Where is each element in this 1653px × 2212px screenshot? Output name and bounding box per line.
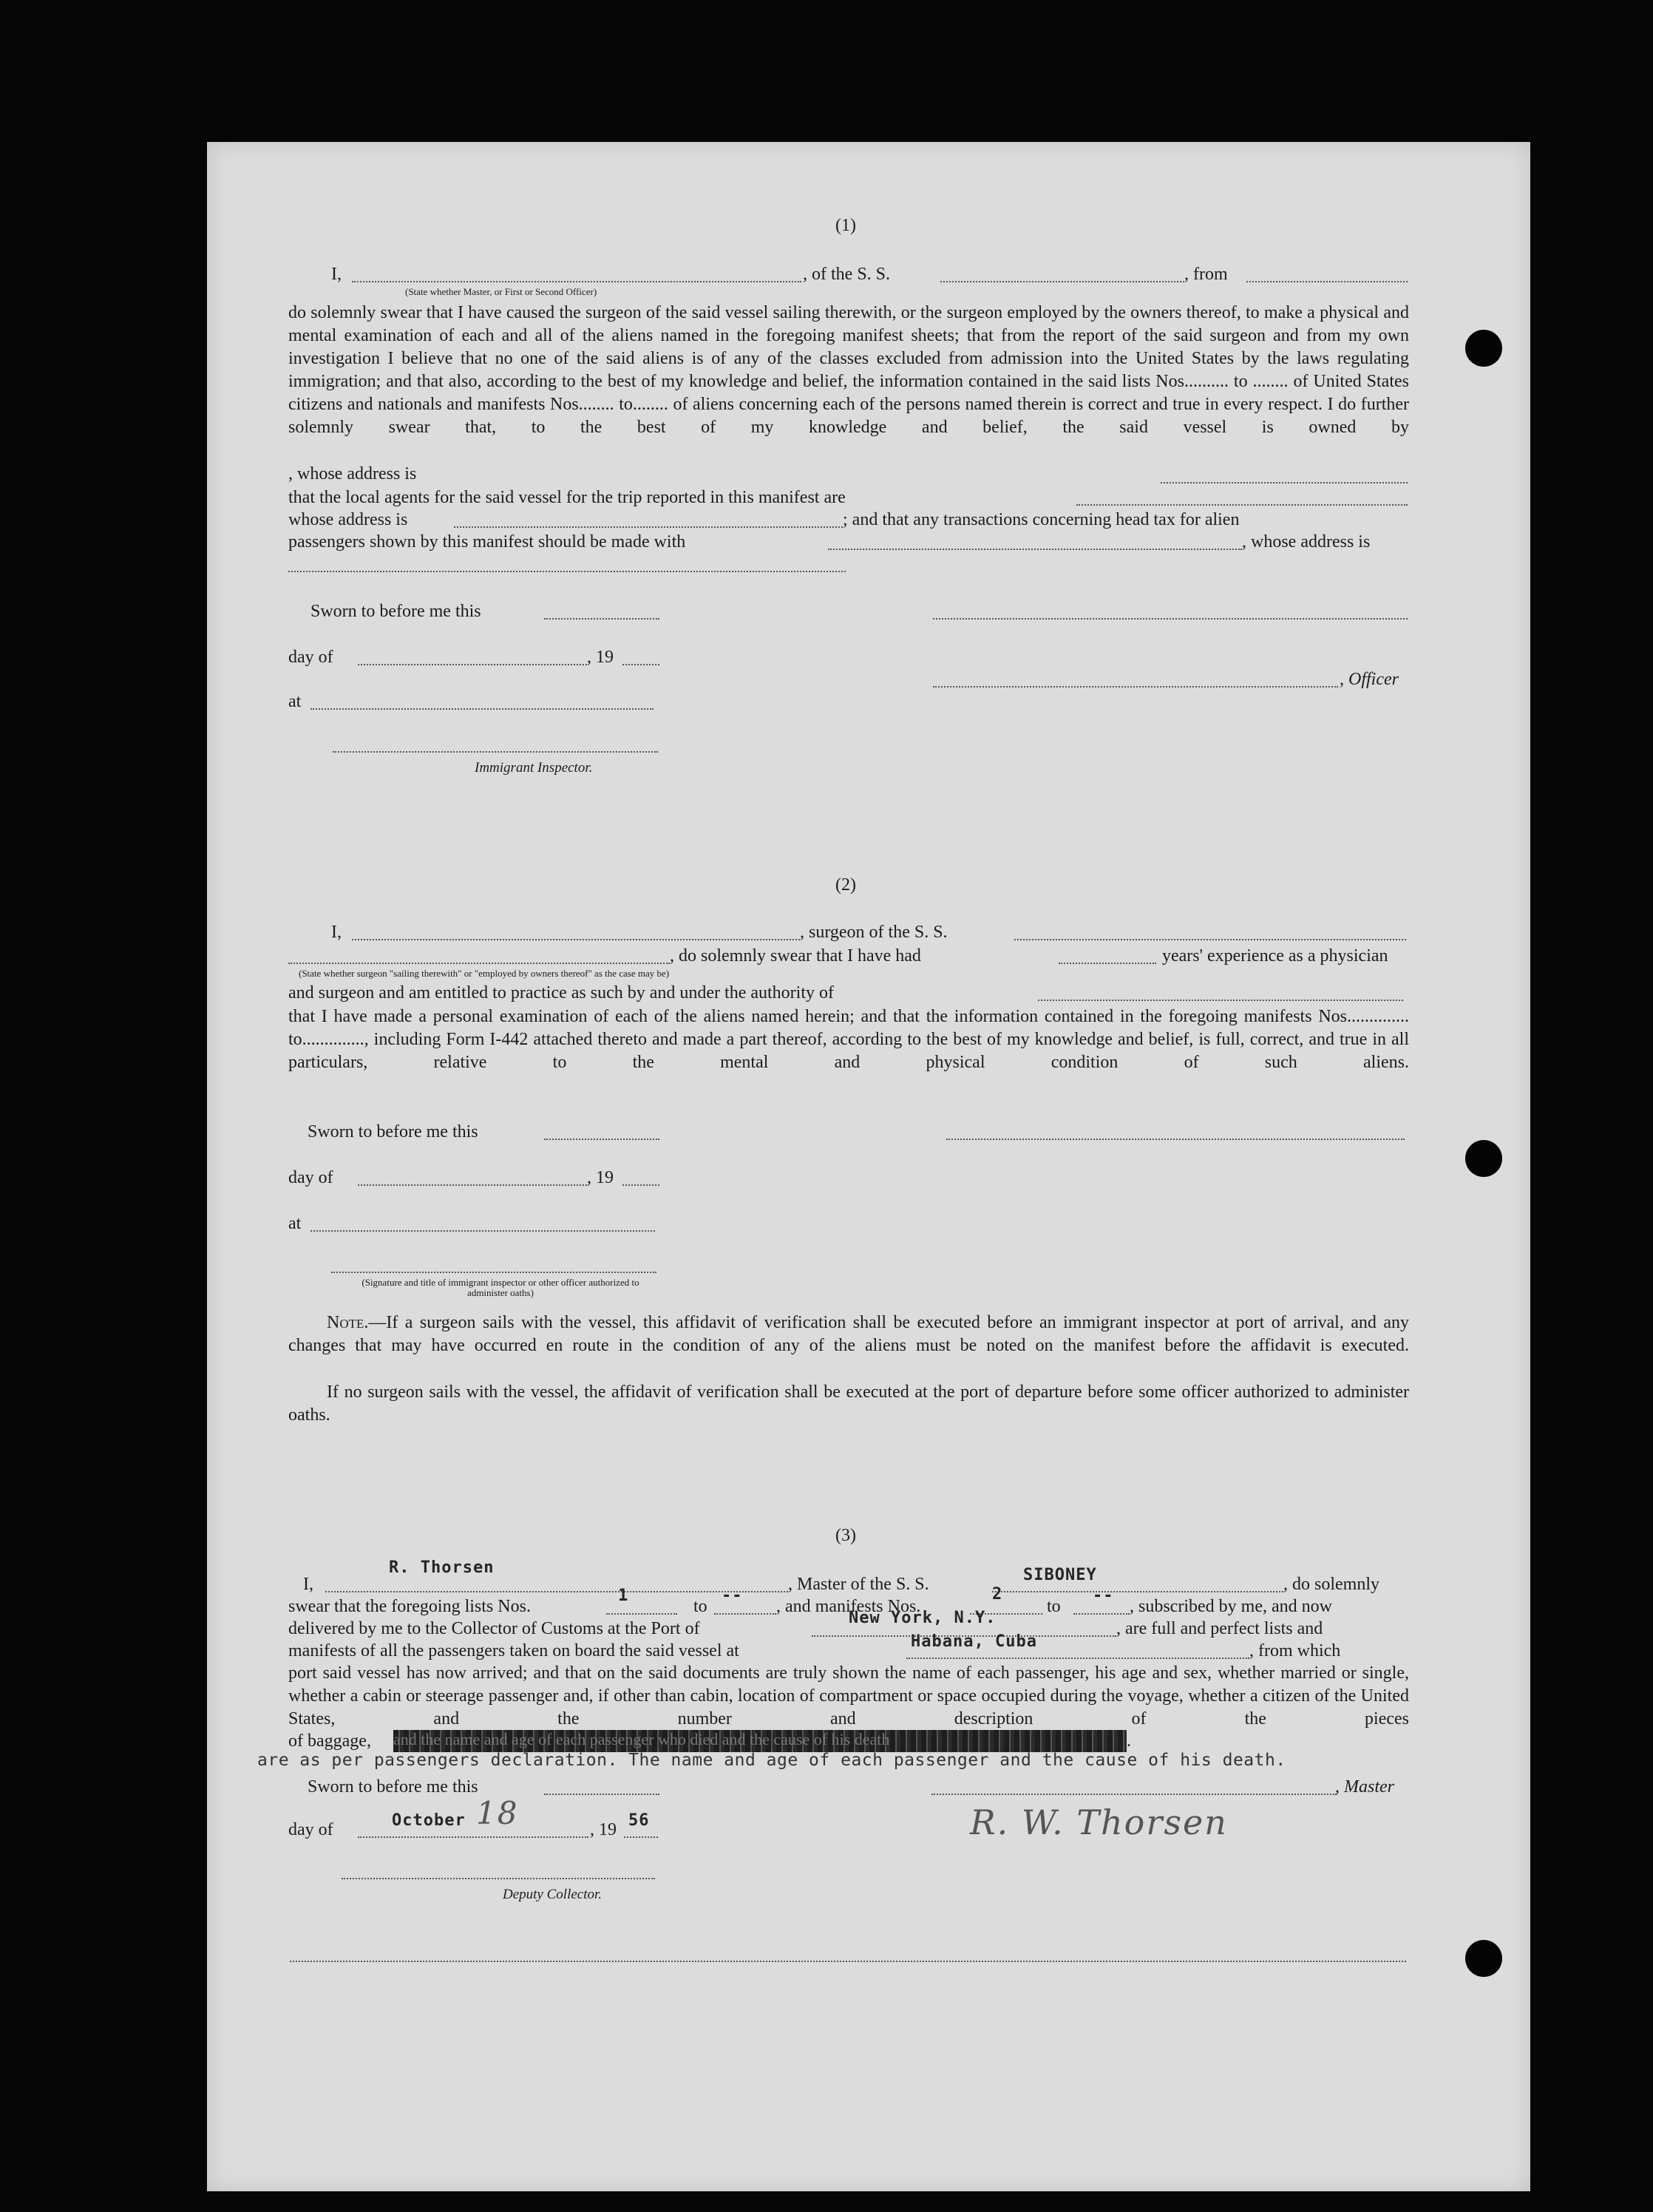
inspector-signature-line[interactable] bbox=[333, 751, 658, 753]
at-line-2[interactable] bbox=[310, 1230, 655, 1232]
day-of-line-2[interactable] bbox=[358, 1184, 587, 1186]
do-solemnly-label: , do solemnly bbox=[1283, 1575, 1379, 1594]
master-signature: R. W. Thorsen bbox=[970, 1802, 1228, 1842]
master-of-label: , Master of the S. S. bbox=[788, 1575, 929, 1594]
officer-signature-line-2[interactable] bbox=[946, 1139, 1405, 1140]
sworn-date-line-2[interactable] bbox=[544, 1139, 659, 1140]
year-prefix-label: , 19 bbox=[590, 1820, 617, 1839]
local-agents-label: that the local agents for the said vessel for the trip reported in this manifest are bbox=[288, 488, 846, 507]
years-experience-label: years' experience as a physician bbox=[1162, 946, 1388, 966]
taken-on-board-label: manifests of all the passengers taken on board the said vessel at bbox=[288, 1641, 739, 1660]
ship-line bbox=[992, 1591, 1283, 1592]
punch-hole bbox=[1465, 1140, 1502, 1177]
day-of-label-2: day of bbox=[288, 1168, 333, 1187]
oath-i-label: I, bbox=[331, 265, 342, 284]
oath-officer-signature-line[interactable] bbox=[331, 1272, 656, 1273]
passengers-shown-text: passengers shown by this manifest should be made with bbox=[288, 532, 686, 552]
departure-port-value[interactable]: Habana, Cuba bbox=[911, 1632, 1037, 1651]
port-value[interactable]: New York, N.Y. bbox=[849, 1609, 997, 1627]
agent-address-line[interactable] bbox=[454, 526, 843, 528]
month-value[interactable]: October bbox=[392, 1811, 466, 1830]
manifests-nos-label: , and manifests Nos. bbox=[776, 1597, 921, 1616]
manifest-back-page bbox=[207, 142, 1530, 2191]
year-value[interactable]: 56 bbox=[628, 1811, 650, 1830]
head-tax-address-line[interactable] bbox=[288, 571, 846, 572]
day-of-label-1: day of bbox=[288, 648, 333, 667]
manifests-to-value[interactable]: -- bbox=[1093, 1587, 1114, 1605]
ship-value[interactable]: SIBONEY bbox=[1023, 1566, 1097, 1584]
deputy-caption: Deputy Collector. bbox=[503, 1887, 603, 1902]
from-label: , from bbox=[1184, 265, 1228, 284]
whose-address-label: , whose address is bbox=[288, 464, 417, 484]
surgeon-i-label: I, bbox=[331, 923, 342, 942]
redact-period: . bbox=[1127, 1731, 1131, 1751]
master-name-value[interactable]: R. Thorsen bbox=[389, 1558, 495, 1577]
full-perfect-label: , are full and perfect lists and bbox=[1116, 1619, 1323, 1638]
port-label: delivered by me to the Collector of Customs at the Port of bbox=[288, 1619, 700, 1638]
officer-line-1[interactable] bbox=[933, 686, 1338, 688]
note-label: Note. bbox=[327, 1313, 369, 1332]
authority-label: and surgeon and am entitled to practice as such by and under the authority of bbox=[288, 983, 834, 1002]
note-paragraph bbox=[288, 1312, 1409, 1357]
of-ss-label: , of the S. S. bbox=[803, 265, 891, 284]
from-which-label: , from which bbox=[1249, 1641, 1341, 1660]
year-line-3 bbox=[624, 1836, 658, 1838]
deputy-signature-line[interactable] bbox=[342, 1878, 655, 1879]
master-name-line bbox=[325, 1591, 788, 1592]
subscribed-label: , subscribed by me, and now bbox=[1130, 1597, 1332, 1616]
section-1-number: (1) bbox=[835, 216, 856, 235]
sworn-label-2: Sworn to before me this bbox=[308, 1122, 478, 1141]
officer-label: , Officer bbox=[1340, 670, 1399, 689]
day-of-line-3 bbox=[358, 1836, 588, 1838]
section-1-oath-text: do solemnly swear that I have caused the surgeon of the said vessel sailing therewith, or the surgeon employed by the owners thereof, to make a physical and mental examination of each and all of the aliens named in the foregoing manifest sheets; that from the report of the said surgeon and from my own investigation I believe that no one of the said aliens is of any of the classes excluded from admission into the United States by the laws regulating immigration; and that also, according to the best of my knowledge and belief, the information contained in the said lists Nos.......... to ........ of United States citizens and nationals and manifests Nos........ to........ of aliens concerning each of the persons named therein is correct and true in every respect. I do further solemnly swear that, to the best of my knowledge and belief, the said vessel is owned by bbox=[288, 303, 1409, 437]
lists-from-line bbox=[606, 1613, 677, 1615]
typed-addition: are as per passengers declaration. The name and age of each passenger and the cause of his death. bbox=[257, 1751, 1286, 1770]
at-label-2: at bbox=[288, 1214, 302, 1233]
punch-hole bbox=[1465, 1940, 1502, 1977]
signature-caption: (Signature and title of immigrant inspector or other officer authorized to administer oaths) bbox=[362, 1277, 639, 1298]
at-label-1: at bbox=[288, 692, 302, 711]
lists-to-value[interactable]: -- bbox=[722, 1587, 743, 1605]
year-line-1[interactable] bbox=[622, 664, 659, 665]
surgeon-state-caption: (State whether surgeon "sailing therewith" or "employed by owners thereof" as the case may be) bbox=[299, 968, 670, 979]
head-tax-party-line[interactable] bbox=[828, 549, 1242, 550]
departure-port-line bbox=[906, 1658, 1249, 1659]
section-3-oath-text: port said vessel has now arrived; and that on the said documents are truly shown the name of each passenger, his age and sex, whether married or single, whether a cabin or steerage passenger and, if other than cabin, location of compartment or space occupied during the voyage, whether a citizen of the United States, and the number and description of the pieces bbox=[288, 1663, 1409, 1728]
of-baggage-label: of baggage, bbox=[288, 1731, 371, 1751]
master-label: , Master bbox=[1335, 1777, 1394, 1797]
surgeon-name-line[interactable] bbox=[352, 939, 800, 940]
sworn-date-line-1[interactable] bbox=[544, 618, 659, 620]
sworn-label-1: Sworn to before me this bbox=[310, 602, 481, 621]
inspector-caption: Immigrant Inspector. bbox=[475, 760, 593, 776]
master-i-label: I, bbox=[303, 1575, 313, 1594]
whose-address-end-label: , whose address is bbox=[1242, 532, 1371, 552]
punch-hole bbox=[1465, 330, 1502, 367]
year-label-2: , 19 bbox=[587, 1168, 614, 1187]
master-signature-line[interactable] bbox=[931, 1794, 1337, 1795]
year-label-1: , 19 bbox=[587, 648, 614, 667]
at-line-1[interactable] bbox=[310, 708, 654, 710]
head-tax-text: ; and that any transactions concerning head tax for alien bbox=[843, 510, 1240, 529]
manifests-from-value[interactable]: 2 bbox=[992, 1585, 1003, 1604]
years-line[interactable] bbox=[1059, 963, 1156, 964]
authority-line[interactable] bbox=[1038, 1000, 1403, 1001]
note-2-paragraph: If no surgeon sails with the vessel, the affidavit of verification shall be executed at the port of departure before some officer authorized to administer oaths. bbox=[288, 1382, 1409, 1425]
solemnly-label: , do solemnly swear that I have had bbox=[670, 946, 921, 966]
section-2-number: (2) bbox=[835, 875, 856, 895]
lists-to-line bbox=[714, 1613, 776, 1615]
surgeon-of-label: , surgeon of the S. S. bbox=[800, 923, 948, 942]
agent-address-label: whose address is bbox=[288, 510, 408, 529]
redacted-text: and the name and age of each passenger who died and the cause of his death bbox=[393, 1730, 890, 1748]
redacted-strikeout bbox=[393, 1730, 1127, 1752]
manifests-to-line bbox=[1073, 1613, 1130, 1615]
bottom-rule bbox=[290, 1961, 1406, 1962]
manifests-to-label: to bbox=[1047, 1597, 1061, 1616]
section-2-oath-text: that I have made a personal examination of each of the aliens named herein; and that the information contained in the foregoing manifests Nos.............. to.............., including Form I-442 attached thereto and made a part thereof, according to the best of my knowledge and belief, is full, correct, and true in all particulars, relative to the mental and physical condition of such aliens. bbox=[288, 1007, 1409, 1072]
surgeon-ship-line[interactable] bbox=[1014, 939, 1406, 940]
lists-from-value[interactable]: 1 bbox=[618, 1587, 629, 1605]
lists-nos-label: swear that the foregoing lists Nos. bbox=[288, 1597, 531, 1616]
local-agents-line[interactable] bbox=[1076, 504, 1408, 506]
officer-signature-line-1[interactable] bbox=[933, 618, 1408, 620]
sworn-label-3: Sworn to before me this bbox=[308, 1777, 478, 1797]
from-port-line[interactable] bbox=[1246, 281, 1408, 282]
year-line-2[interactable] bbox=[622, 1184, 659, 1186]
section-3-number: (3) bbox=[835, 1526, 856, 1545]
owner-address-line[interactable] bbox=[1161, 482, 1408, 484]
day-of-line-1[interactable] bbox=[358, 664, 587, 665]
day-value[interactable]: 18 bbox=[476, 1795, 519, 1831]
day-of-label-3: day of bbox=[288, 1820, 333, 1839]
note-text: —If a surgeon sails with the vessel, this affidavit of verification shall be executed before an immigrant inspector at port of arrival, and any changes that may have occurred en route in the condition of any of the aliens must be noted on the manifest before the affidavit is executed. bbox=[288, 1313, 1409, 1355]
lists-to-label: to bbox=[693, 1597, 707, 1616]
ship-name-line[interactable] bbox=[940, 281, 1184, 282]
state-whether-caption: (State whether Master, or First or Second Officer) bbox=[405, 286, 597, 297]
sworn-date-line-3[interactable] bbox=[544, 1794, 659, 1795]
